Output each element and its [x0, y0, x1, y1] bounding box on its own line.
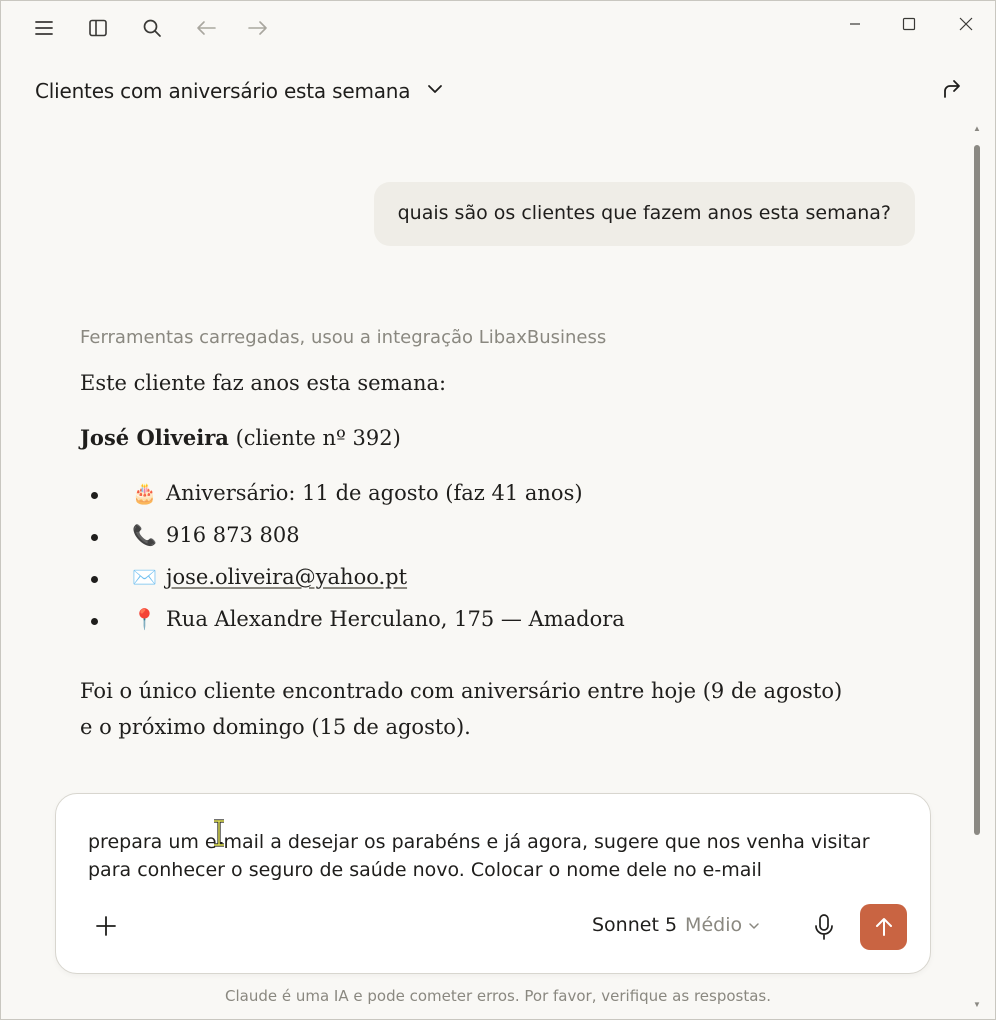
forward-arrow-icon[interactable]	[243, 13, 273, 43]
user-message: quais são os clientes que fazem anos esta semana?	[374, 182, 915, 246]
share-icon[interactable]	[937, 75, 965, 103]
tool-status[interactable]: Ferramentas carregadas, usou a integração LibaxBusiness	[80, 327, 607, 348]
bullet-icon	[91, 534, 98, 541]
minimize-button[interactable]	[835, 9, 875, 39]
client-number: (cliente nº 392)	[228, 426, 401, 450]
sidebar-icon[interactable]	[83, 13, 113, 43]
bullet-icon	[91, 576, 98, 583]
scrollbar[interactable]	[973, 125, 981, 1009]
list-item	[80, 605, 780, 637]
list-item	[80, 563, 780, 595]
summary-line-2: e o próximo domingo (15 de agosto).	[80, 715, 471, 739]
conversation-title[interactable]: Clientes com aniversário esta semana	[35, 79, 411, 103]
client-name: José Oliveira	[80, 425, 229, 450]
birthday-cake-icon: 🎂	[132, 481, 157, 505]
model-selector[interactable]	[592, 914, 762, 942]
summary-line-1: Foi o único cliente encontrado com aniversário entre hoje (9 de agosto)	[80, 679, 843, 703]
microphone-button[interactable]	[810, 912, 838, 942]
maximize-button[interactable]	[889, 9, 929, 39]
model-name: Sonnet 5	[592, 914, 678, 936]
title-bar	[1, 1, 995, 55]
scroll-down-icon[interactable]: ▼	[973, 1000, 981, 1009]
scrollbar-thumb[interactable]	[974, 145, 980, 835]
pin-icon: 📍	[132, 607, 157, 631]
message-composer[interactable]	[55, 793, 931, 974]
assistant-intro: Este cliente faz anos esta semana:	[80, 371, 447, 395]
bullet-icon	[91, 618, 98, 625]
scroll-up-icon[interactable]: ▲	[973, 124, 981, 133]
add-attachment-button[interactable]	[92, 912, 120, 940]
envelope-icon: ✉️	[132, 565, 157, 589]
birthday-text: Aniversário: 11 de agosto (faz 41 anos)	[166, 481, 583, 505]
phone-text: 916 873 808	[166, 523, 300, 547]
chevron-down-icon[interactable]	[423, 77, 447, 101]
microphone-icon	[810, 912, 838, 942]
back-arrow-icon[interactable]	[191, 13, 221, 43]
arrow-up-icon	[873, 916, 895, 938]
address-text: Rua Alexandre Herculano, 175 — Amadora	[166, 607, 625, 631]
composer-input[interactable]: prepara um e-mail a desejar os parabéns e já agora, sugere que nos venha visitar para conhecer o seguro de saúde novo. Colocar o nome dele no e-mail	[88, 831, 870, 881]
list-item	[80, 521, 780, 553]
email-link[interactable]: jose.oliveira@yahoo.pt	[166, 565, 408, 589]
close-button[interactable]	[946, 9, 986, 39]
search-icon[interactable]	[137, 13, 167, 43]
client-heading	[80, 425, 401, 450]
plus-icon	[92, 912, 120, 940]
list-item	[80, 479, 780, 511]
chevron-down-icon	[746, 918, 762, 934]
bullet-icon	[91, 492, 98, 499]
text-cursor-icon	[211, 818, 227, 848]
disclaimer-text: Claude é uma IA e pode cometer erros. Por favor, verifique as respostas.	[225, 987, 771, 1005]
conversation-header	[35, 71, 961, 111]
model-level: Médio	[685, 914, 743, 936]
send-button[interactable]	[860, 904, 907, 950]
phone-icon: 📞	[132, 523, 157, 547]
menu-icon[interactable]	[29, 13, 59, 43]
